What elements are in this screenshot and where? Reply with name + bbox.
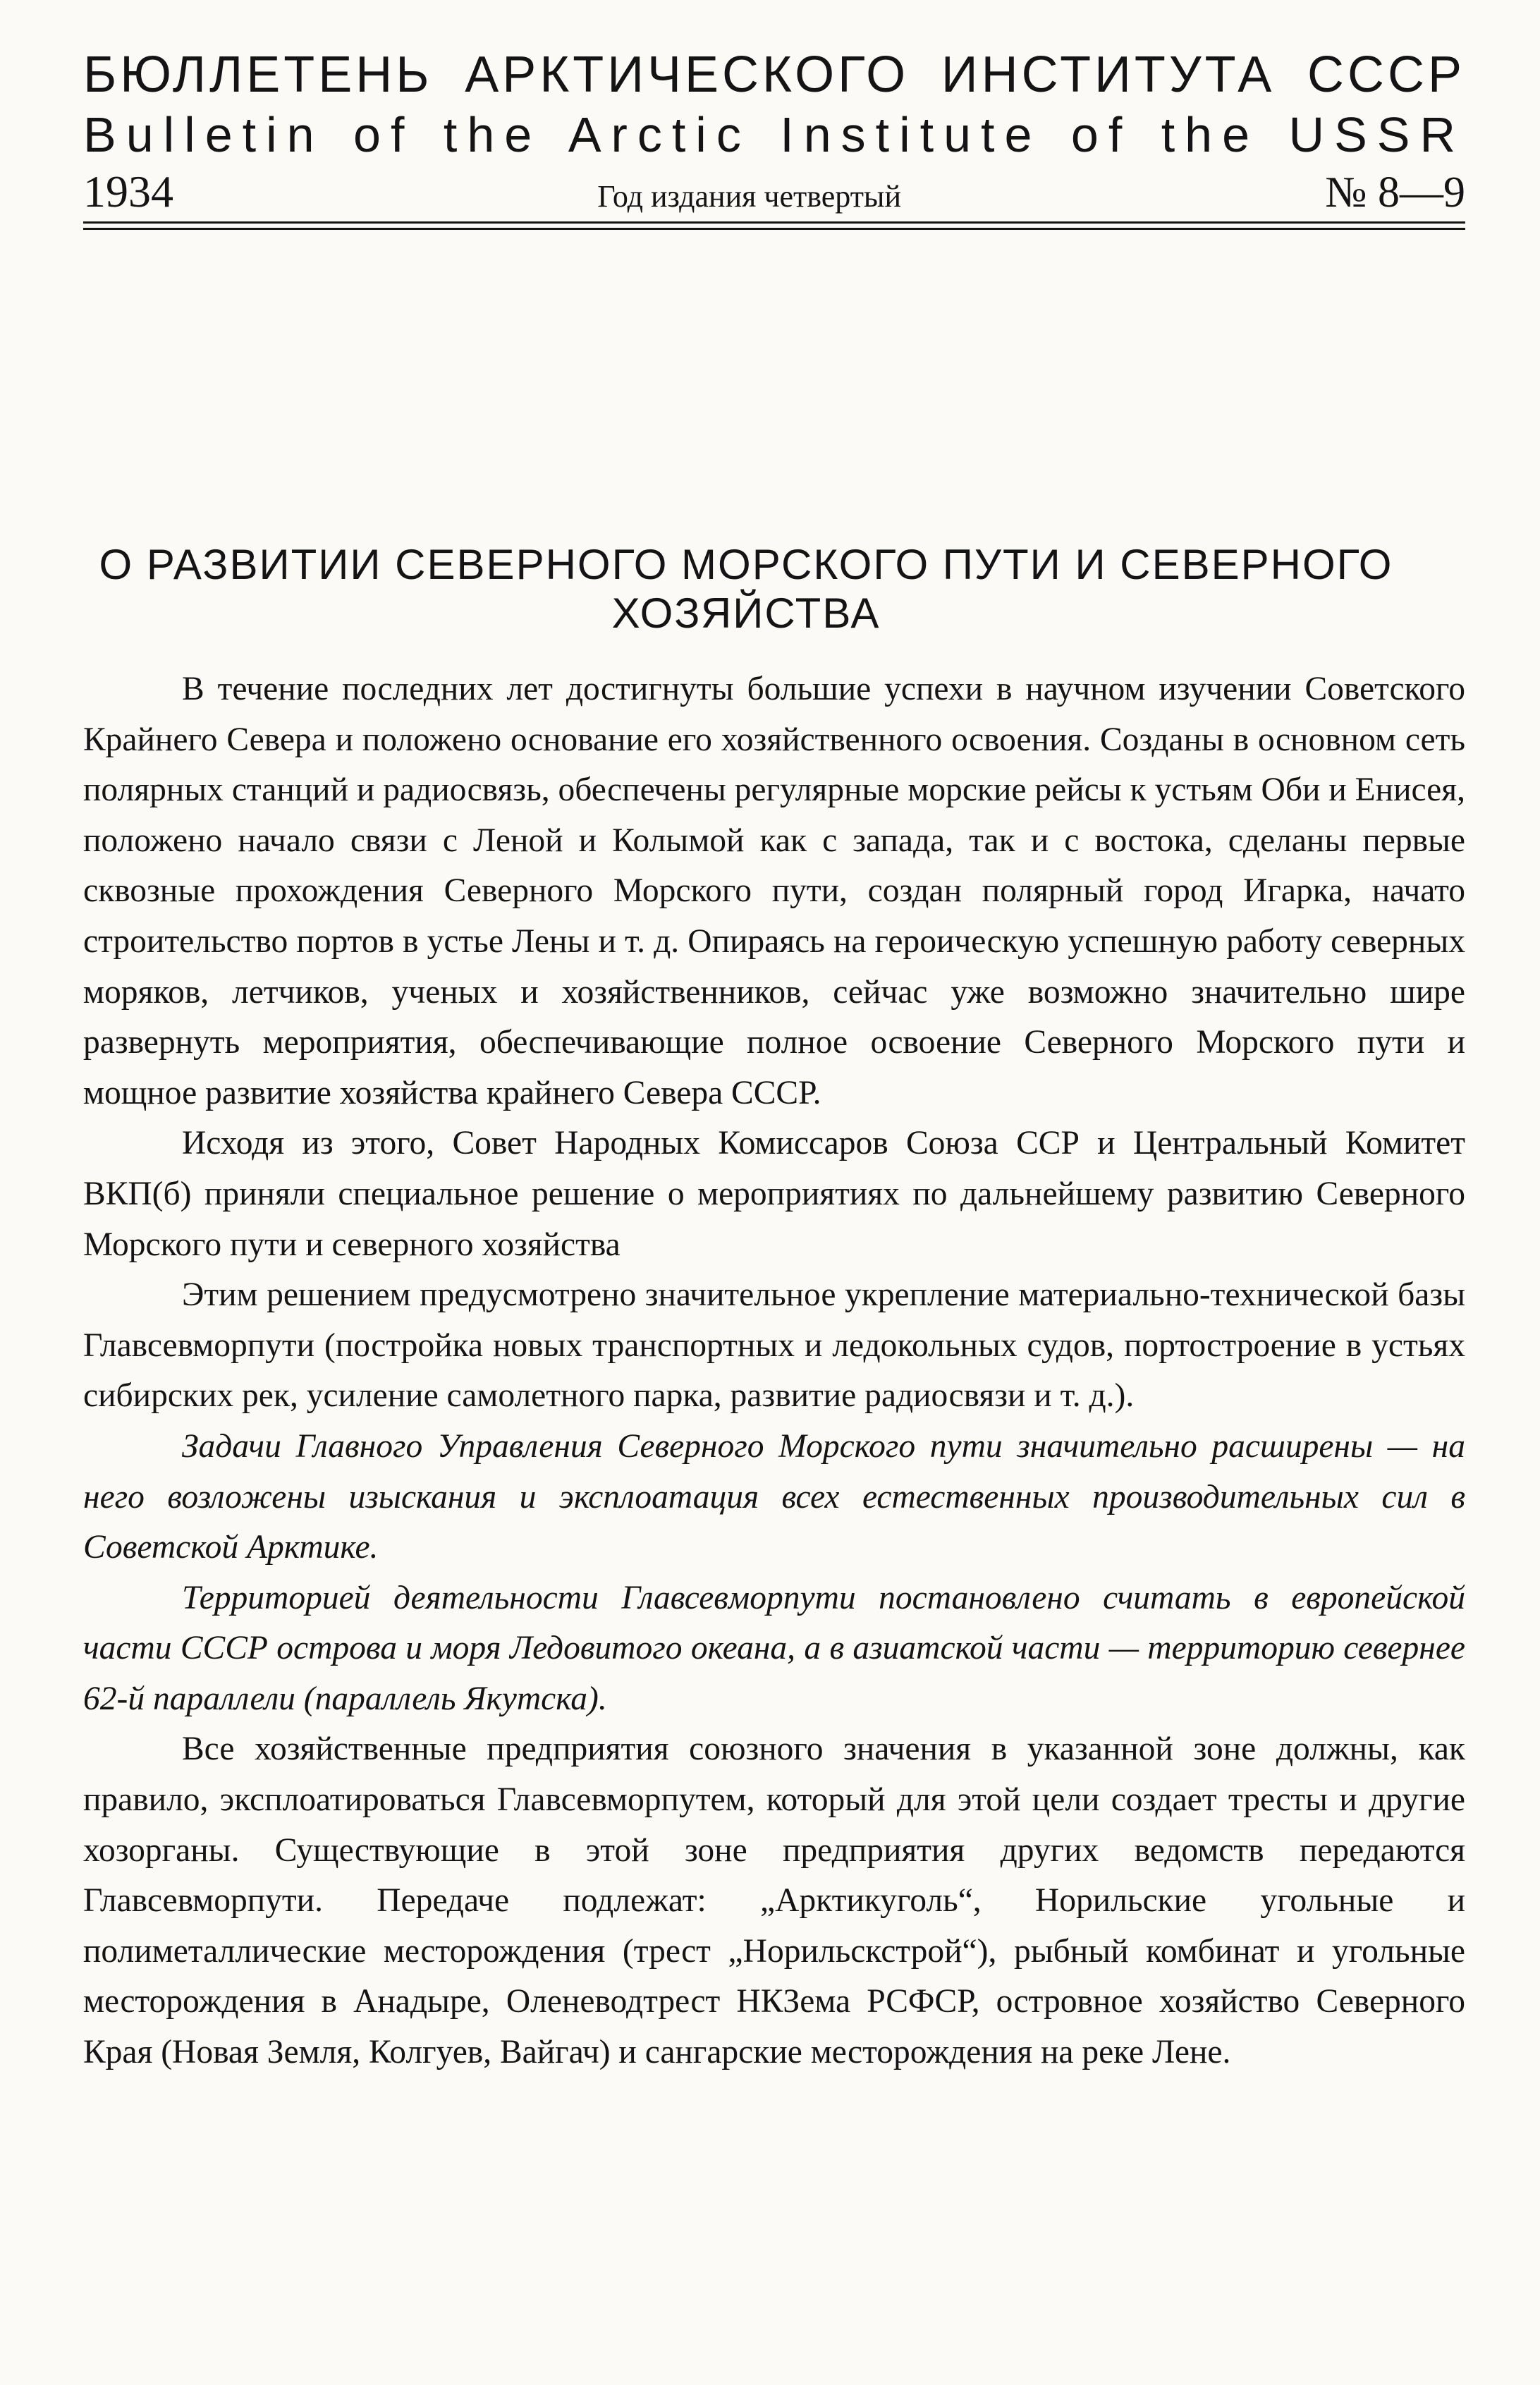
paragraph: Этим решением предусмотрено значительное укрепление материально-технической базы Главсевморпути (постройка новых транспортных и ледокольных судов, портостроение в устьях сибирских рек, усиление самолетного парка, развитие радиосвязи и т. д.). [83, 1276, 1465, 1415]
masthead-rule [83, 221, 1465, 224]
masthead-info-row [83, 166, 1465, 216]
journal-title-ru: БЮЛЛЕТЕНЬ АРКТИЧЕСКОГО ИНСТИТУТА СССР [83, 47, 1465, 103]
document-page [83, 49, 1465, 2078]
publication-year: 1934 [83, 166, 173, 216]
edition-year: Год издания четвертый [597, 179, 902, 214]
paragraph: В течение последних лет достигнуты большие успехи в научном изучении Советского Крайнего Севера и положено основание его хозяйственного освоения. Созданы в основном сеть полярных станций и радиосвязь, обеспечены регулярные морские рейсы к устьям Оби и Енисея, положено начало связи с Леной и Колымой как с запада, так и с востока, сделаны первые сквозные прохождения Северного Морского пути, создан полярный город Игарка, начато строительство портов в устье Лены и т. д. Опираясь на героическую успешную работу северных моряков, летчиков, ученых и хозяйственников, сейчас уже возможно значительно шире развернуть мероприятия, обеспечивающие полное освоение Северного Морского пути и мощное развитие хозяйства крайнего Севера СССР. [83, 671, 1465, 1111]
article-body [83, 664, 1465, 2078]
paragraph: Исходя из этого, Совет Народных Комиссаров Союза ССР и Центральный Комитет ВКП(б) приняли специальное решение о мероприятиях по дальнейшему развитию Северного Морского пути и северного хозяйства [83, 1125, 1465, 1263]
paragraph: Все хозяйственные предприятия союзного значения в указанной зоне должны, как правило, эксплоатироваться Главсевморпутем, который для этой цели создает тресты и другие хозорганы. Существующие в этой зоне предприятия других ведомств передаются Главсевморпути. Передаче подлежат: „Арктикуголь“, Норильские угольные и полиметаллические месторождения (трест „Норильскстрой“), рыбный комбинат и угольные месторождения в Анадыре, Оленеводтрест НКЗема РСФСР, островное хозяйство Северного Края (Новая Земля, Колгуев, Вайгач) и сангарские месторождения на реке Лене. [83, 1731, 1465, 2071]
journal-title-en: Bulletin of the Arctic Institute of the USSR [83, 107, 1465, 162]
article-title: О РАЗВИТИИ СЕВЕРНОГО МОРСКОГО ПУТИ И СЕВЕРНОГО ХОЗЯЙСТВА [99, 541, 1393, 637]
paragraph-italic: Задачи Главного Управления Северного Морского пути значительно расширены — на него возложены изыскания и эксплоатация всех естественных производительных сил в Советской Арктике. [83, 1427, 1465, 1566]
masthead-rule-second [83, 228, 1465, 230]
issue-number: № 8—9 [1325, 169, 1465, 216]
paragraph-italic: Территорией деятельности Главсевморпути постановлено считать в европейской части СССР острова и моря Ледовитого океана, а в азиатской части — территорию севернее 62-й параллели (параллель Якутска). [83, 1579, 1465, 1717]
